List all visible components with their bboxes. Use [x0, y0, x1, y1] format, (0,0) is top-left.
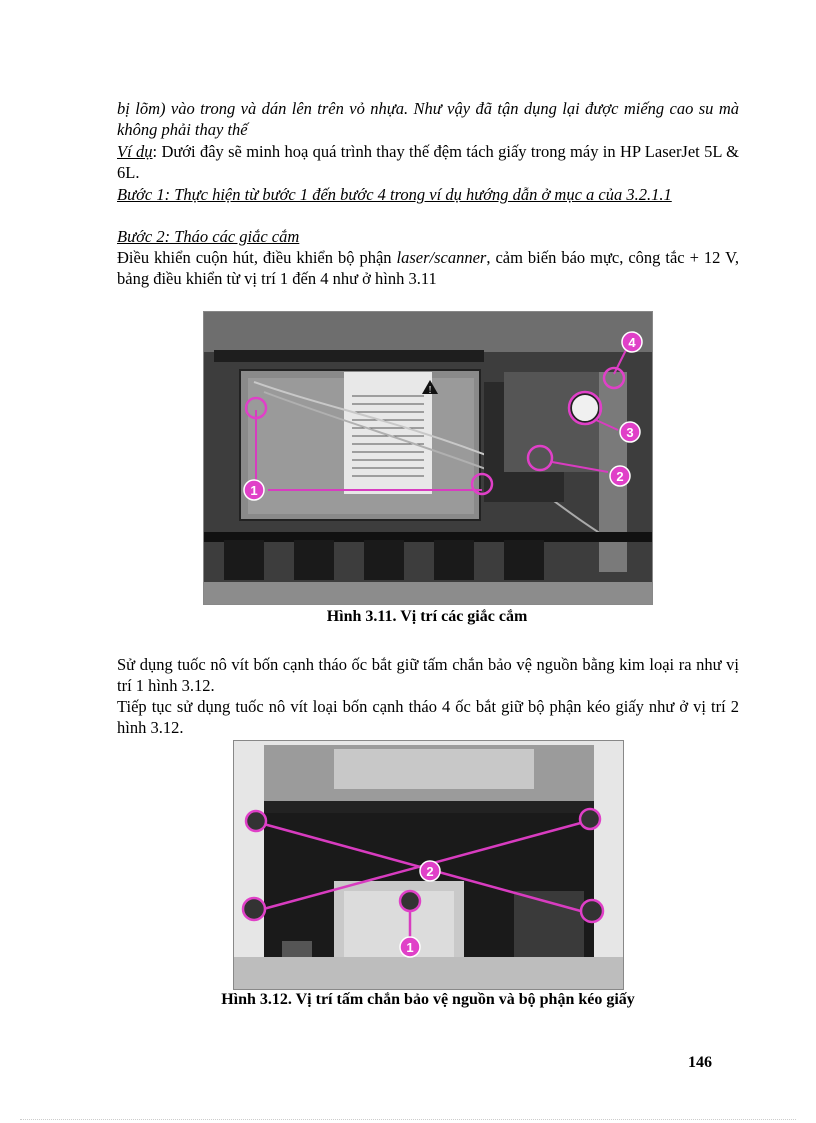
marker-1-label: 1: [250, 483, 258, 498]
figure-3-11-illustration: [204, 312, 652, 604]
marker-2-label: 2: [616, 469, 624, 484]
example-text: : Dưới đây sẽ minh hoạ quá trình thay thế đệm tách giấy trong máy in HP LaserJet 5L & 6L.: [117, 142, 740, 182]
marker-4-label: 4: [628, 335, 636, 350]
paragraph-screw-2-text: Tiếp tục sử dụng tuốc nô vít loại bốn cạnh tháo 4 ốc bắt giữ bộ phận kéo giấy như ở vị trí 2 hình 3.12.: [117, 697, 739, 737]
step-1-text: Bước 1: Thực hiện từ bước 1 đến bước 4 trong ví dụ hướng dẫn ở mục a của 3.2.1.1: [117, 185, 672, 204]
connectors-text-b: , cảm biến báo mực, công tắc + 12 V, bảng điều khiển từ vị trí 1 đến 4 như ở hình 3.11: [117, 248, 739, 288]
step-1: [117, 184, 739, 205]
connectors-text-a: Điều khiển cuộn hút, điều khiển bộ phận: [117, 248, 397, 267]
page-footer-divider: [20, 1119, 796, 1120]
figure-3-11-caption: Hình 3.11. Vị trí các giắc cắm: [326, 608, 528, 625]
example-label: Ví dụ: [117, 142, 153, 161]
paragraph-screw-2: [117, 696, 739, 738]
figure-3-11-photo: [203, 311, 653, 605]
step-2-text: Bước 2: Tháo các giắc cắm: [117, 227, 300, 246]
step-2: [117, 226, 739, 247]
paragraph-continuation-text: bị lõm) vào trong và dán lên trên vỏ nhựa. Như vậy đã tận dụng lại được miếng cao su mà không phải thay thế: [117, 99, 739, 139]
marker-2-fig312-label: 2: [426, 864, 434, 879]
marker-3-label: 3: [626, 425, 634, 440]
figure-3-12-photo: [233, 740, 624, 990]
paragraph-screw-1: [117, 654, 739, 696]
figure-3-12-caption: Hình 3.12. Vị trí tấm chắn bảo vệ nguồn và bộ phận kéo giấy: [221, 991, 635, 1008]
marker-1-fig312-label: 1: [406, 940, 414, 955]
paragraph-connectors: [117, 247, 739, 289]
warning-icon-glyph: !: [428, 385, 432, 396]
paragraph-continuation: [117, 98, 739, 140]
paragraph-example: [117, 141, 739, 183]
page-number: 146: [688, 1054, 712, 1071]
figure-3-12-illustration: [234, 741, 623, 989]
connectors-text-em: laser/scanner: [396, 248, 487, 267]
paragraph-screw-1-text: Sử dụng tuốc nô vít bốn cạnh tháo ốc bắt giữ tấm chắn bảo vệ nguồn bằng kim loại ra như vị trí 1 hình 3.12.: [117, 655, 739, 695]
